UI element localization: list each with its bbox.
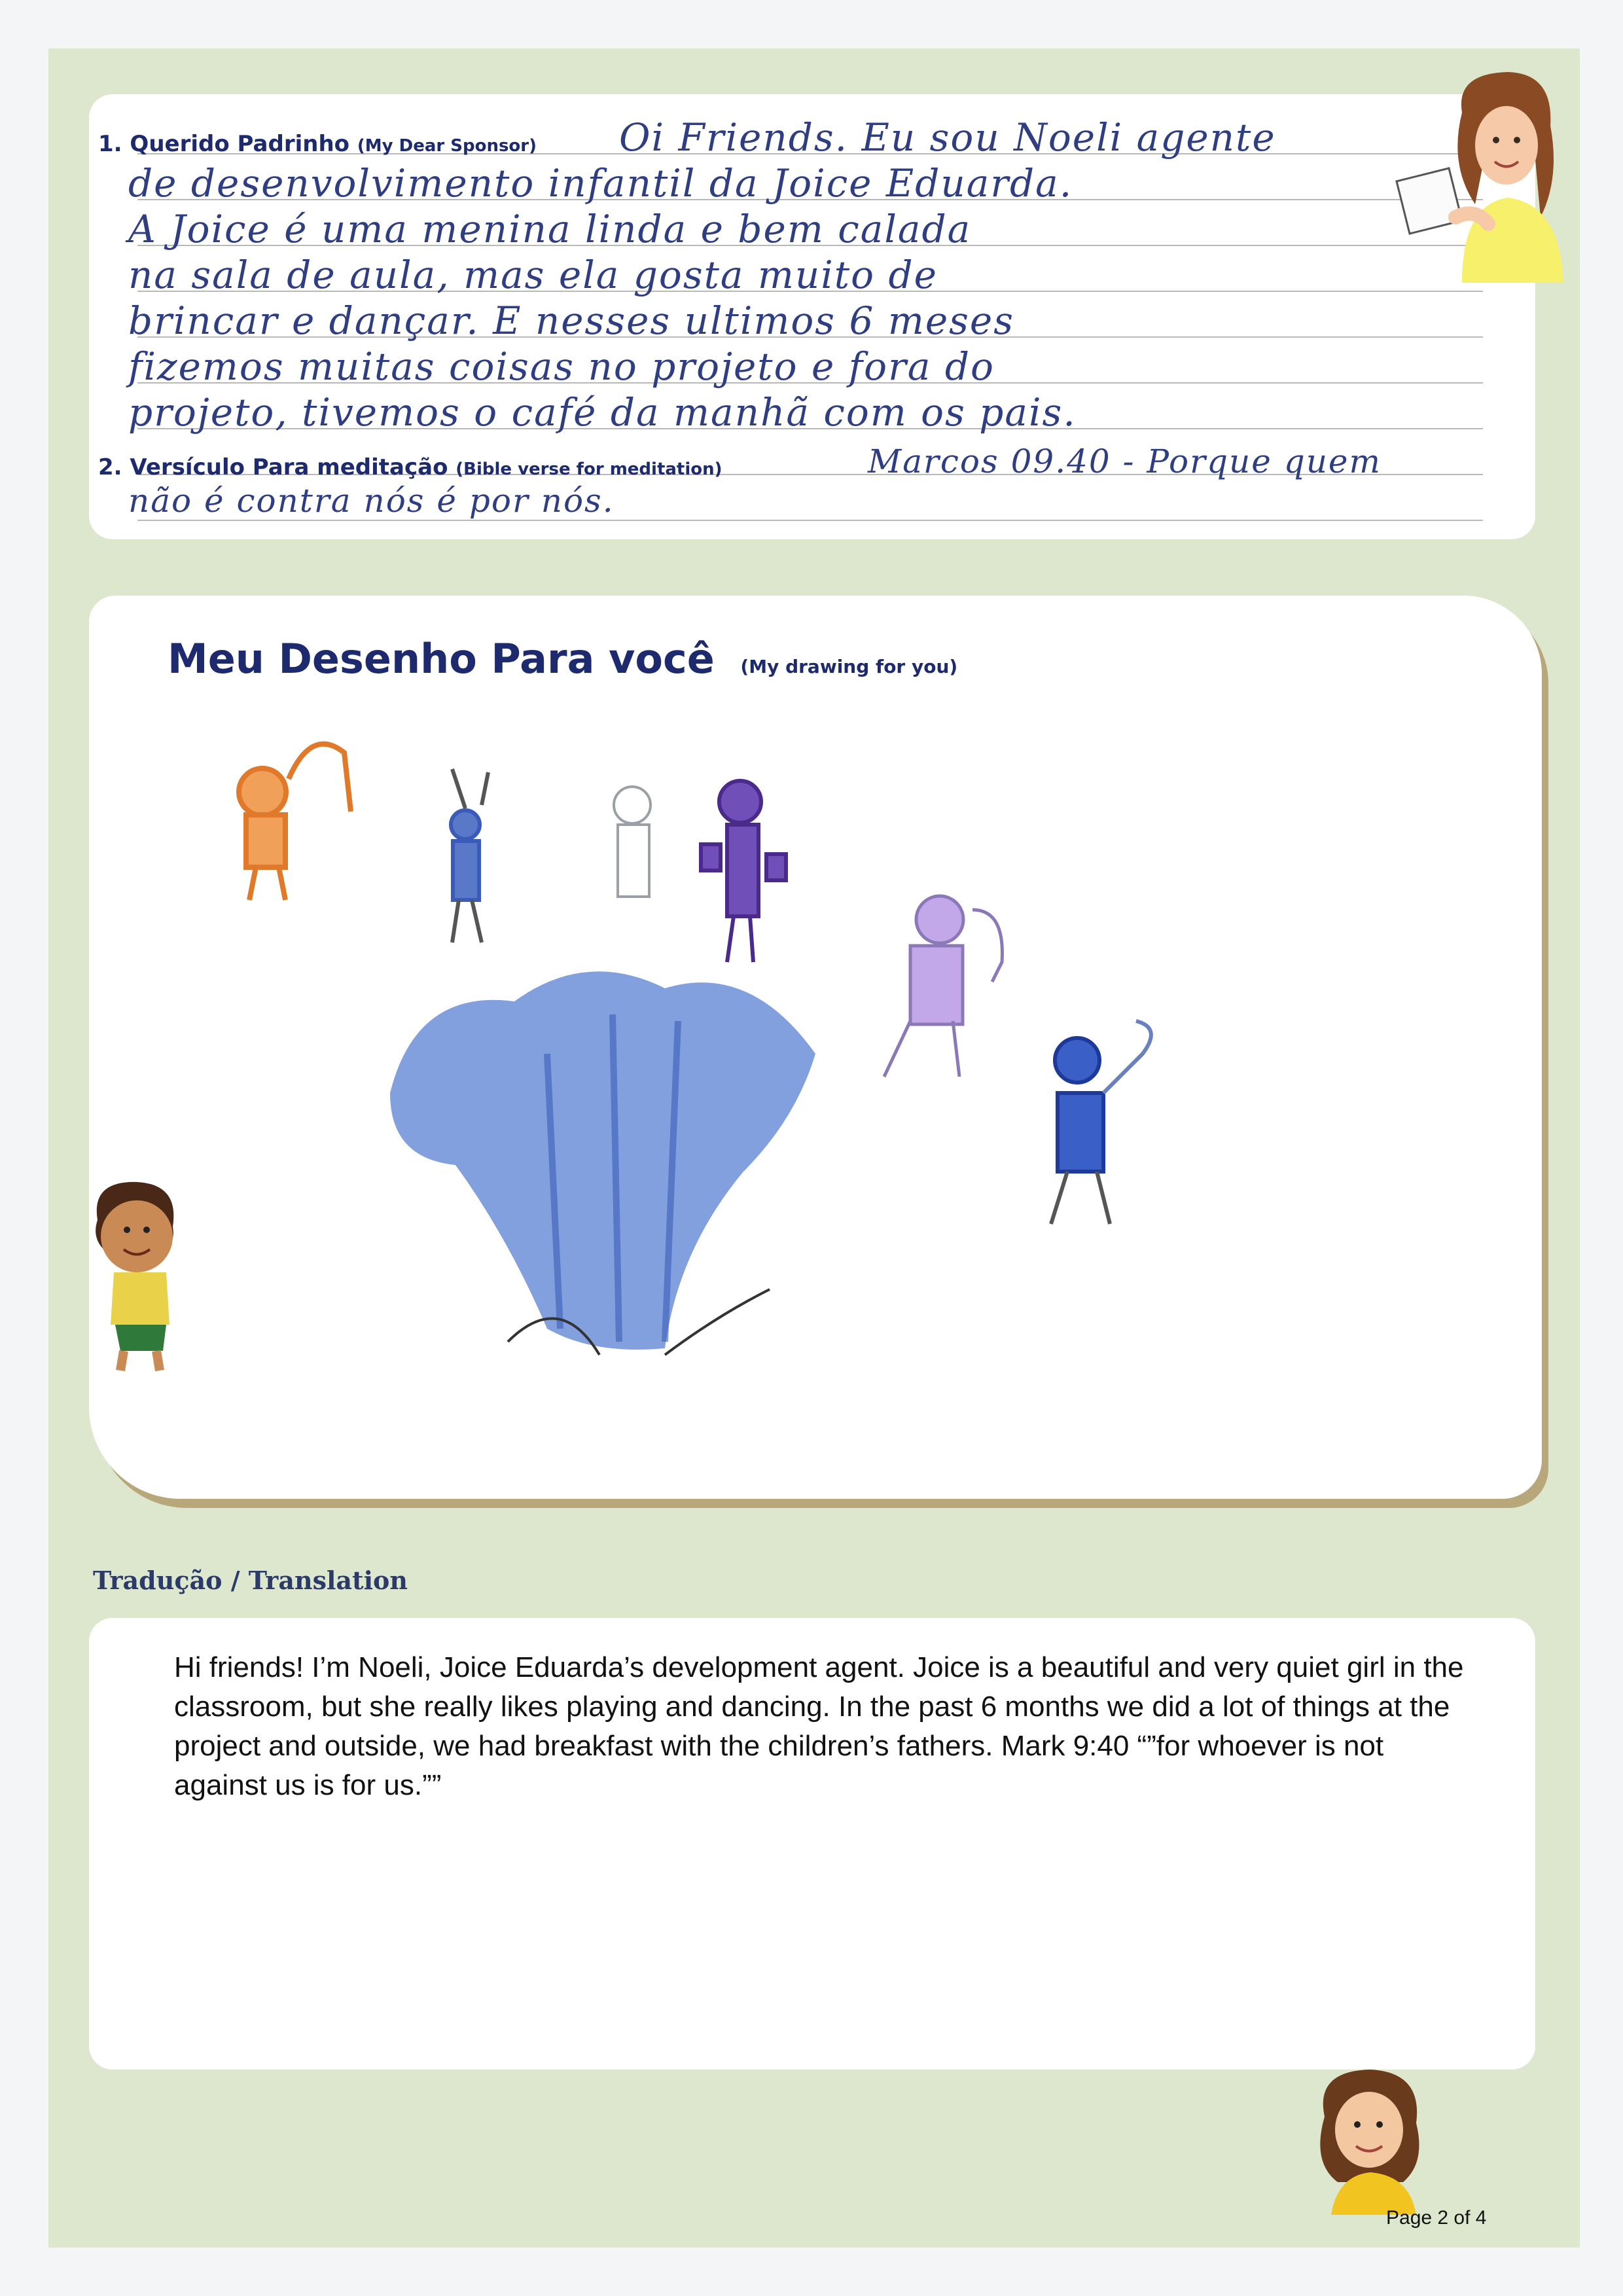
girl-illustration <box>1305 2064 1436 2215</box>
translation-text: Hi friends! I’m Noeli, Joice Eduarda’s development agent. Joice is a beautiful and very quiet girl in the classroom, but she really likes playing and dancing. In the past 6 months we did a lot of things at the project and outside, we had breakfast with the children’s fathers. Mark 9:40 “”for whoever is not against us is for us.”” <box>174 1651 1464 1801</box>
teacher-illustration <box>1436 67 1567 283</box>
question-2-label <box>98 454 722 480</box>
boy-illustration <box>81 1174 212 1371</box>
pencil-figure-drawing <box>614 787 651 897</box>
question-2-title: 2. Versículo Para meditação <box>98 454 448 480</box>
drawing-title-translation: (My drawing for you) <box>740 656 958 677</box>
question-1-label <box>98 131 537 157</box>
letter-panel <box>89 94 1535 539</box>
question-2-translation: (Bible verse for meditation) <box>455 459 722 479</box>
letter-sheet <box>48 48 1580 2248</box>
translation-panel <box>89 1618 1535 2070</box>
handwritten-line: brincar e dançar. E nesses ultimos 6 meses <box>128 298 1014 343</box>
question-1-translation: (My Dear Sponsor) <box>357 136 537 156</box>
drawing-panel <box>89 596 1542 1499</box>
handwritten-line: de desenvolvimento infantil da Joice Eduarda. <box>128 161 1073 206</box>
translation-heading: Tradução / Translation <box>93 1566 408 1595</box>
tree-drawing <box>390 971 815 1355</box>
handwritten-line: projeto, tivemos o café da manhã com os pais. <box>128 390 1077 435</box>
handwritten-line: Oi Friends. Eu sou Noeli agente <box>619 115 1276 160</box>
question-1-title: 1. Querido Padrinho <box>98 131 350 157</box>
lilac-figure-drawing <box>884 896 1002 1077</box>
child-drawing <box>89 596 1542 1499</box>
handwritten-line: na sala de aula, mas ela gosta muito de <box>128 253 938 297</box>
ruled-line <box>137 520 1483 521</box>
right-blue-figure-drawing <box>1051 1021 1151 1224</box>
purple-figure-drawing <box>701 781 786 962</box>
verse-line: não é contra nós é por nós. <box>128 482 615 520</box>
handwritten-line: A Joice é uma menina linda e bem calada <box>128 207 972 251</box>
drawing-title-text: Meu Desenho Para você <box>168 635 715 683</box>
orange-figure-drawing <box>239 744 351 900</box>
page-number: Page 2 of 4 <box>1386 2207 1487 2229</box>
blue-figure-drawing <box>451 769 488 942</box>
verse-line: Marcos 09.40 - Porque quem <box>868 442 1382 480</box>
handwritten-line: fizemos muitas coisas no projeto e fora do <box>128 344 995 389</box>
